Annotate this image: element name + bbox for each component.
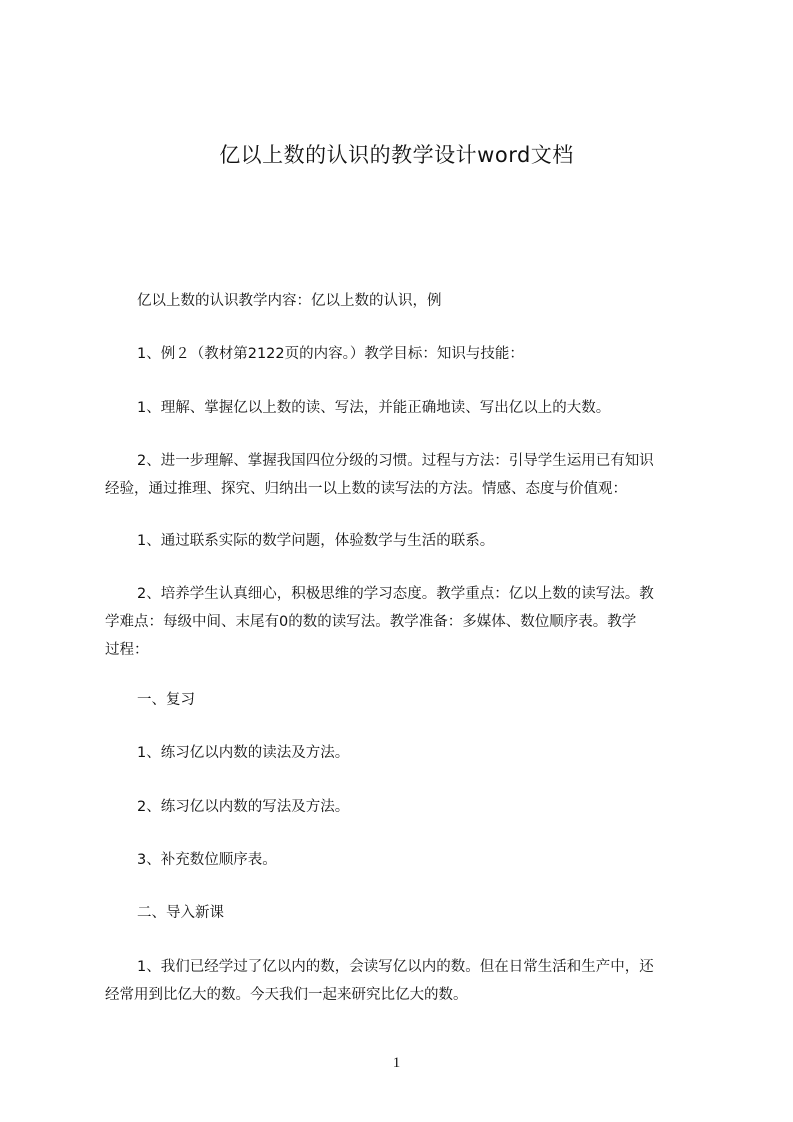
paragraph-line: 2、练习亿以内数的写法及方法。 bbox=[137, 799, 350, 815]
paragraph-line: 1、我们已经学过了亿以内的数，会读写亿以内的数。但在日常生活和生产中，还 bbox=[137, 959, 654, 975]
paragraph-line: 过程： bbox=[105, 642, 149, 658]
section-heading-new-lesson bbox=[105, 899, 705, 927]
paragraph-line: 学难点：每级中间、末尾有0的数的读写法。教学准备：多媒体、数位顺序表。教学 bbox=[105, 614, 637, 630]
paragraph-line: 一、复习 bbox=[137, 692, 195, 708]
paragraph-example-objectives bbox=[105, 340, 705, 368]
paragraph-line: 经验，通过推理、探究、归纳出一以上数的读写法的方法。情感、态度与价值观： bbox=[105, 481, 627, 497]
paragraph-objective-1 bbox=[105, 394, 705, 422]
paragraph-new-lesson-1 bbox=[105, 953, 705, 1009]
page-number: 1 bbox=[392, 1055, 401, 1071]
paragraph-line: 1、理解、掌握亿以上数的读、写法，并能正确地读、写出亿以上的大数。 bbox=[137, 400, 611, 416]
paragraph-line: 1、例２（教材第2122页的内容。）教学目标：知识与技能： bbox=[137, 346, 524, 362]
paragraph-line: 1、通过联系实际的数学问题，体验数学与生活的联系。 bbox=[137, 533, 495, 549]
section-heading-review bbox=[105, 686, 705, 714]
paragraph-line: 2、培养学生认真细心，积极思维的学习态度。教学重点：亿以上数的读写法。教 bbox=[137, 586, 654, 602]
paragraph-line: 3、补充数位顺序表。 bbox=[137, 852, 277, 868]
paragraph-line: 经常用到比亿大的数。今天我们一起来研究比亿大的数。 bbox=[105, 987, 468, 1003]
paragraph-review-2 bbox=[105, 793, 705, 821]
paragraph-line: 二、导入新课 bbox=[137, 905, 224, 921]
paragraph-line: 2、进一步理解、掌握我国四位分级的习惯。过程与方法：引导学生运用已有知识 bbox=[137, 453, 654, 469]
paragraph-content-intro bbox=[105, 287, 705, 315]
paragraph-line: 1、练习亿以内数的读法及方法。 bbox=[137, 745, 350, 761]
document-title: 亿以上数的认识的教学设计word文档 bbox=[219, 143, 574, 167]
paragraph-review-1 bbox=[105, 739, 705, 767]
paragraph-emotion-2 bbox=[105, 580, 705, 664]
paragraph-review-3 bbox=[105, 846, 705, 874]
paragraph-line: 亿以上数的认识教学内容：亿以上数的认识，例 bbox=[137, 293, 442, 309]
paragraph-emotion-1 bbox=[105, 527, 705, 555]
paragraph-objective-2 bbox=[105, 447, 705, 503]
